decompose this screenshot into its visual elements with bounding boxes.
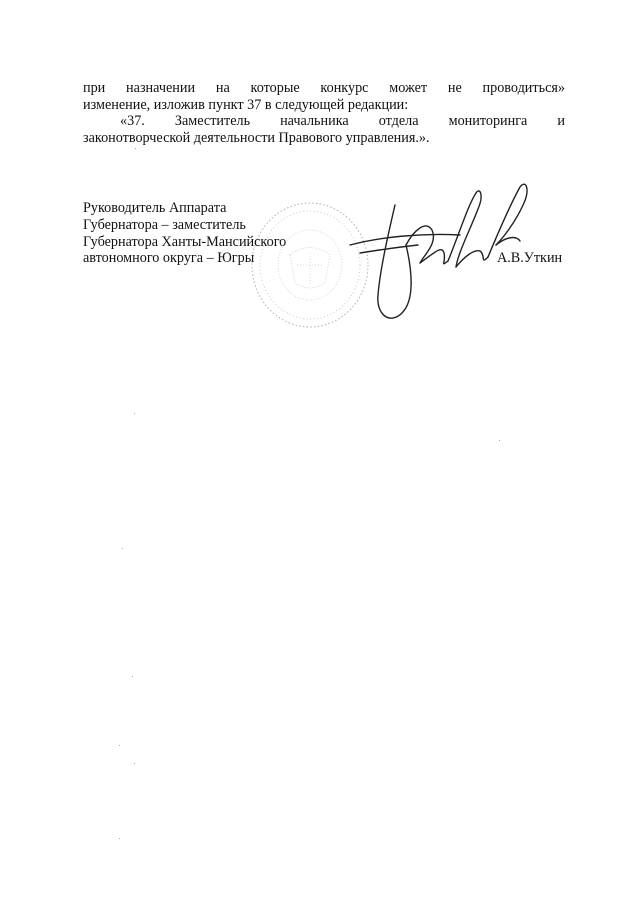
scan-speck xyxy=(119,838,120,839)
scan-speck xyxy=(499,440,500,441)
body-line-3: «37. Заместитель начальника отдела мониторинга и xyxy=(120,113,565,129)
body-text xyxy=(83,80,565,146)
signer-title-line-4: автономного округа – Югры xyxy=(83,250,255,267)
signer-name: А.В.Уткин xyxy=(497,250,563,266)
scan-speck xyxy=(119,745,120,746)
body-line-4: законотворческой деятельности Правового управления.». xyxy=(83,129,430,146)
signer-title-line-1: Руководитель Аппарата xyxy=(83,200,227,216)
signature-title-block xyxy=(83,200,286,267)
scan-speck xyxy=(135,148,136,149)
signer-title-line-3: Губернатора Ханты-Мансийского xyxy=(83,233,287,250)
scan-speck xyxy=(132,676,133,677)
scan-speck xyxy=(122,548,123,549)
scan-speck xyxy=(134,763,135,764)
scan-speck xyxy=(134,413,135,414)
body-line-1: при назначении на которые конкурс может не проводиться» xyxy=(83,80,565,96)
signer-title-line-2: Губернатора – заместитель xyxy=(83,216,246,233)
body-line-2: изменение, изложив пункт 37 в следующей редакции: xyxy=(83,96,409,113)
